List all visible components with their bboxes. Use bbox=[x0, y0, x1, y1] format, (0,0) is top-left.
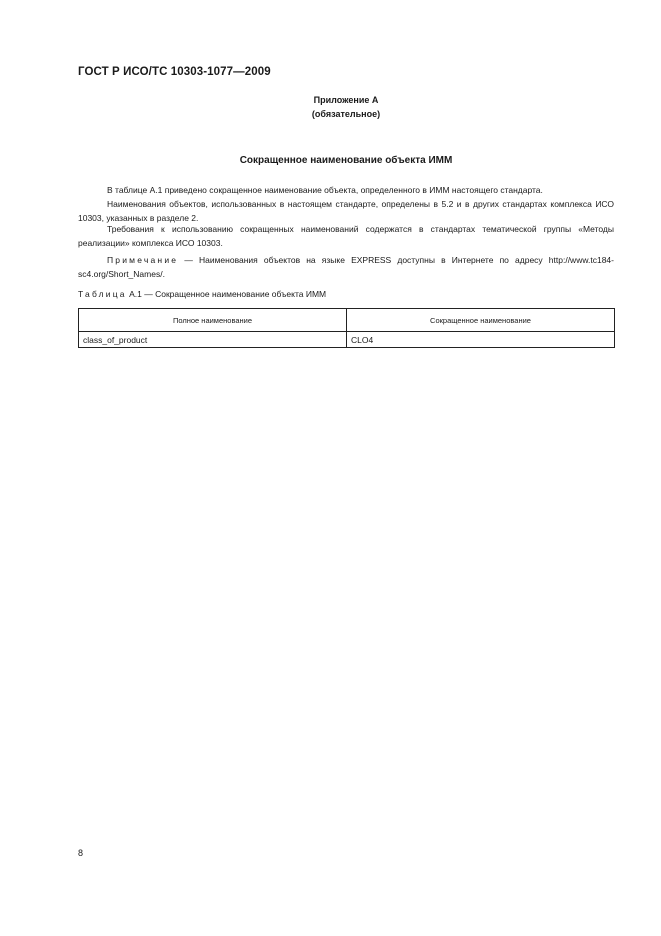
column-header-short-name: Сокращенное наименование bbox=[347, 309, 615, 332]
table-caption-label: Таблица bbox=[78, 289, 127, 299]
annex-status: (обязательное) bbox=[311, 109, 381, 119]
paragraph-2 bbox=[78, 197, 614, 225]
page-number: 8 bbox=[78, 848, 84, 858]
short-names-table bbox=[78, 308, 615, 348]
annex-title: Приложение А bbox=[313, 95, 379, 105]
note bbox=[78, 253, 614, 281]
paragraph-3-text: Требования к использованию сокращенных наименований содержатся в стандартах тематической группы «Методы реализации» комплекса ИСО 10303. bbox=[78, 224, 614, 248]
cell-full-name: class_of_product bbox=[79, 332, 347, 348]
paragraph-3 bbox=[78, 222, 614, 250]
paragraph-1-text: В таблице А.1 приведено сокращенное наименование объекта, определенного в ИММ настоящего стандарта. bbox=[107, 185, 543, 195]
cell-short-name: CLO4 bbox=[347, 332, 615, 348]
table-caption-text: А.1 — Сокращенное наименование объекта ИММ bbox=[126, 289, 327, 299]
document-header: ГОСТ Р ИСО/ТС 10303-1077—2009 bbox=[78, 66, 271, 78]
paragraph-1 bbox=[78, 183, 614, 197]
column-header-full-name: Полное наименование bbox=[79, 309, 347, 332]
table-header-row bbox=[79, 309, 615, 332]
table-row bbox=[79, 332, 615, 348]
note-text: — Наименования объектов на языке EXPRESS доступны в Интернете по адресу http://www.tc184-sc4.org/Short_Names/. bbox=[78, 255, 614, 279]
note-label: Примечание bbox=[107, 255, 179, 265]
table-caption bbox=[78, 289, 326, 299]
section-title: Сокращенное наименование объекта ИММ bbox=[239, 155, 453, 166]
paragraph-2-text: Наименования объектов, использованных в настоящем стандарте, определены в 5.2 и в других стандартах комплекса ИСО 10303, указанных в разделе 2. bbox=[78, 199, 614, 223]
